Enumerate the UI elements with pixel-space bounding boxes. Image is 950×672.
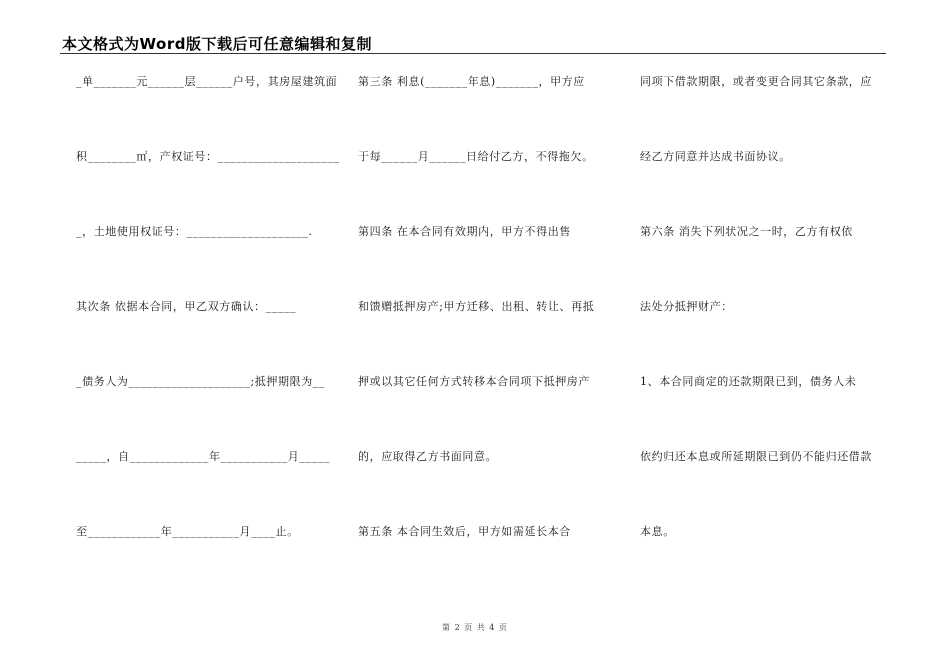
text-line: 和馈赠抵押房产;甲方迁移、出租、转让、再抵: [358, 300, 595, 313]
text-line: 依约归还本息或所延期限已到仍不能归还借款: [640, 450, 872, 463]
text-line: 同项下借款期限，或者变更合同其它条款，应: [640, 75, 872, 88]
text-line: _，土地使用权证号：____________________.: [76, 225, 313, 238]
text-line: 至____________年___________月____止。: [76, 525, 299, 538]
text-line: _单_______元______层______户号，其房屋建筑面: [76, 75, 338, 88]
text-line: 1、本合同商定的还款期限已到，债务人未: [640, 375, 857, 388]
text-line: _债务人为____________________;抵押期限为__: [76, 375, 326, 388]
text-line: 积________㎡，产权证号：____________________: [76, 150, 340, 163]
text-line: 第六条 消失下列状况之一时，乙方有权依: [640, 225, 853, 238]
text-line: 其次条 依据本合同，甲乙双方确认：_____: [76, 300, 297, 313]
text-line: 第四条 在本合同有效期内，甲方不得出售: [358, 225, 571, 238]
text-line: 的，应取得乙方书面同意。: [358, 450, 498, 463]
text-line: 法处分抵押财产：: [640, 300, 733, 313]
text-line: 经乙方同意并达成书面协议。: [640, 150, 791, 163]
document-header-title: 本文格式为Word版下载后可任意编辑和复制: [62, 35, 372, 53]
text-line: 本息。: [640, 525, 675, 538]
text-line: 第三条 利息(_______年息)_______，甲方应: [358, 75, 585, 88]
text-line: 于每______月______日给付乙方，不得拖欠。: [358, 150, 594, 163]
text-line: 第五条 本合同生效后，甲方如需延长本合: [358, 525, 571, 538]
text-line: _____，自_____________年___________月_____: [76, 450, 330, 463]
page-number: 第 2 页 共 4 页: [442, 623, 508, 632]
text-line: 押或以其它任何方式转移本合同项下抵押房产: [358, 375, 590, 388]
header-divider: [60, 53, 886, 54]
